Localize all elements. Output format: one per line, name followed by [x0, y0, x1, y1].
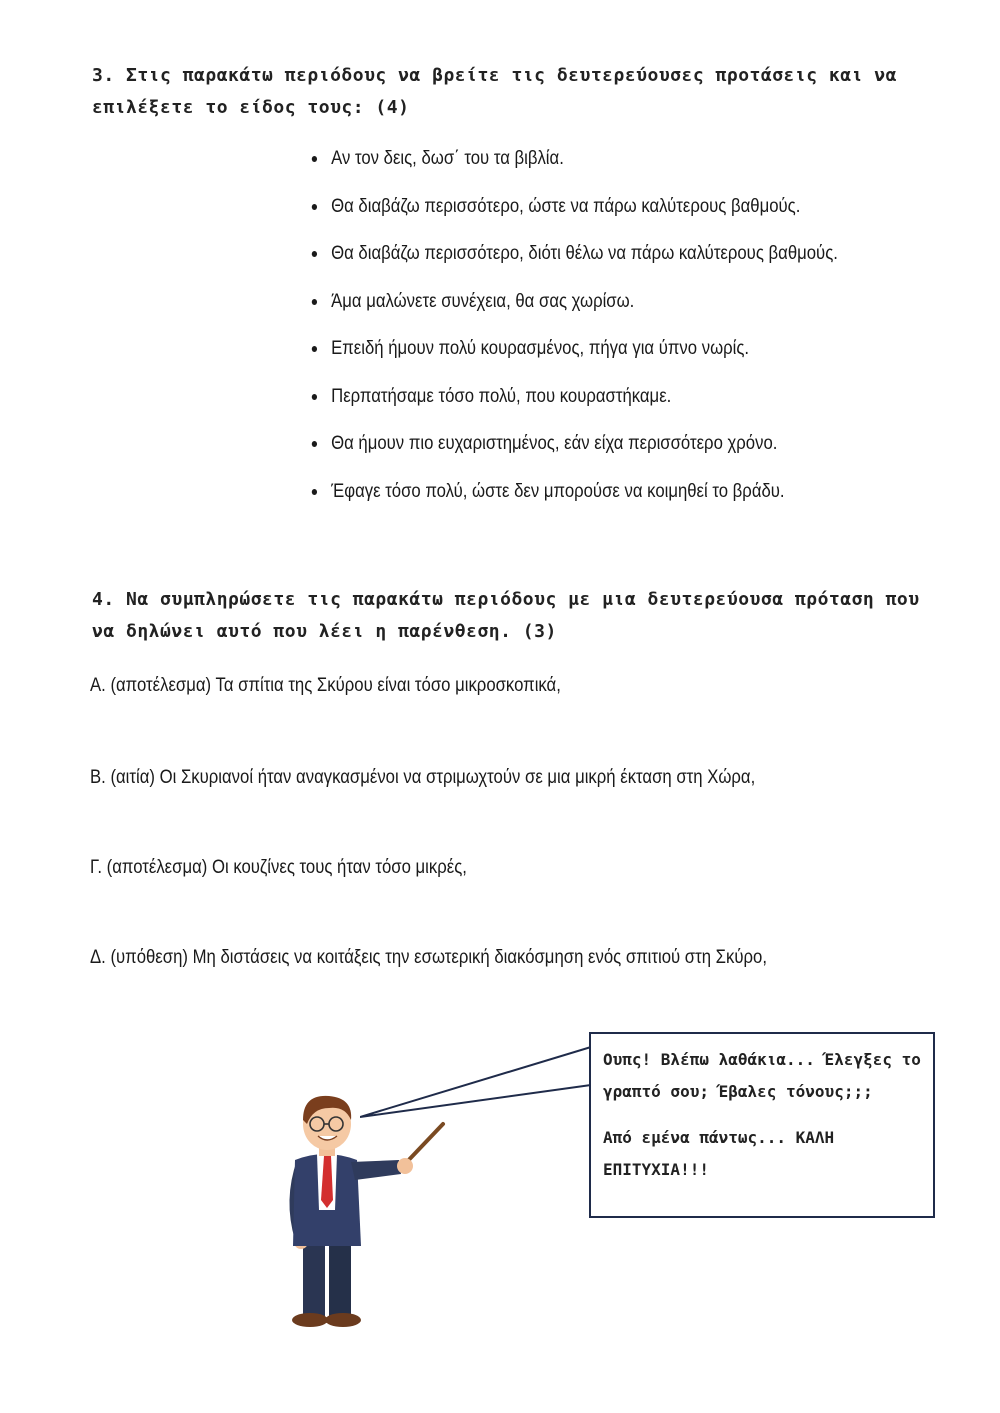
question-3-heading: 3. Στις παρακάτω περιόδους να βρείτε τις δευτερεύουσες προτάσεις και να επιλέξετε το είδος τους: (4)	[92, 65, 897, 118]
completion-item-b: Β. (αιτία) Οι Σκυριανοί ήταν αναγκασμένοι να στριμωχτούν σε μια μικρή έκταση στη Χώρα,	[90, 767, 756, 788]
completion-item-a: Α. (αποτέλεσμα) Τα σπίτια της Σκύρου είναι τόσο μικροσκοπικά,	[90, 675, 561, 696]
teacher-illustration	[265, 1090, 455, 1330]
list-item: Αν τον δεις, δωσ΄ του τα βιβλία.	[310, 140, 838, 188]
completion-item-c: Γ. (αποτέλεσμα) Οι κουζίνες τους ήταν τόσο μικρές,	[90, 857, 467, 878]
list-item: Θα ήμουν πιο ευχαριστημένος, εάν είχα περισσότερο χρόνο.	[310, 425, 838, 473]
speech-line-1: Ουπς! Βλέπω λαθάκια... Έλεγξες το γραπτό σου; Έβαλες τόνους;;;	[603, 1050, 921, 1101]
sentence-list	[310, 140, 910, 520]
speech-bubble	[589, 1032, 935, 1218]
list-item: Έφαγε τόσο πολύ, ώστε δεν μπορούσε να κοιμηθεί το βράδυ.	[310, 473, 838, 521]
speech-line-2: Από εμένα πάντως... ΚΑΛΗ ΕΠΙΤΥΧΙΑ!!!	[603, 1128, 835, 1179]
list-item: Άμα μαλώνετε συνέχεια, θα σας χωρίσω.	[310, 283, 838, 331]
list-item: Επειδή ήμουν πολύ κουρασμένος, πήγα για ύπνο νωρίς.	[310, 330, 838, 378]
list-item: Θα διαβάζω περισσότερο, ώστε να πάρω καλύτερους βαθμούς.	[310, 188, 838, 236]
list-item: Περπατήσαμε τόσο πολύ, που κουραστήκαμε.	[310, 378, 838, 426]
completion-item-d: Δ. (υπόθεση) Μη διστάσεις να κοιτάξεις την εσωτερική διακόσμηση ενός σπιτιού στη Σκύρο,	[90, 947, 767, 968]
question-4-heading: 4. Να συμπληρώσετε τις παρακάτω περιόδους με μια δευτερεύουσα πρόταση που να δηλώνει αυτό που λέει η παρένθεση. (3)	[92, 589, 920, 642]
list-item: Θα διαβάζω περισσότερο, διότι θέλω να πάρω καλύτερους βαθμούς.	[310, 235, 838, 283]
